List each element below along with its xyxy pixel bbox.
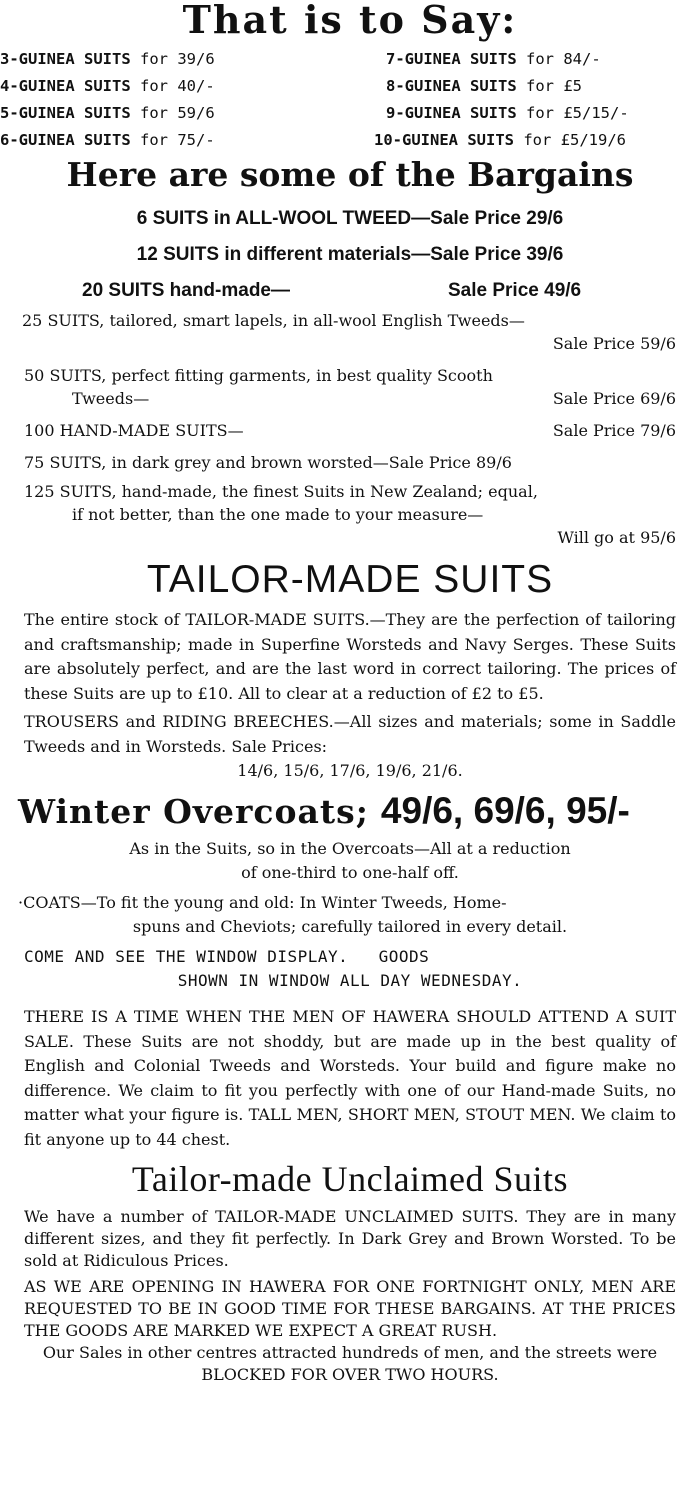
guinea-row-3: [0, 50, 215, 68]
guinea-name: 9-GUINEA SUITS: [386, 104, 517, 122]
guinea-price-table: [0, 40, 700, 152]
featured-bargain-1: 6 SUITS in ALL-WOOL TWEED—Sale Price 29/6: [136, 208, 564, 229]
suit-sale-paragraph: THERE IS A TIME WHEN THE MEN OF HAWERA SHOULD ATTEND A SUIT SALE. These Suits are not shoddy, but are made up in the best quality of English and Colonial Tweeds and Worsteds. Your build and figure make no difference. We claim to fit you perfectly with one of our Hand-made Suits, no matter what your figure is. TALL MEN, SHORT MEN, STOUT MEN. We claim to fit anyone up to 44 chest.: [24, 1007, 676, 1149]
guinea-name: 6-GUINEA SUITS: [0, 131, 131, 149]
bargain-100-suits: 100 HAND-MADE SUITS—: [24, 421, 244, 440]
winter-overcoats-prices: 49/6, 69/6, 95/-: [380, 790, 630, 831]
winter-overcoats-title: Winter Overcoats;: [18, 792, 369, 831]
window-display-line-1: COME AND SEE THE WINDOW DISPLAY. GOODS: [24, 947, 430, 966]
guinea-row-4: [0, 77, 215, 95]
guinea-price: for £5/15/-: [526, 104, 629, 122]
featured-bargain-3-item: 20 SUITS hand-made—: [82, 280, 290, 301]
guinea-row-6: [0, 131, 215, 149]
guinea-price: for 39/6: [140, 50, 215, 68]
featured-bargain-3-price: Sale Price 49/6: [448, 280, 582, 301]
guinea-name: 10-GUINEA SUITS: [374, 131, 514, 149]
coats-line-2: spuns and Cheviots; carefully tailored in every detail.: [132, 917, 568, 936]
heading-that-is-to-say: That is to Say:: [182, 0, 518, 42]
bargain-125-line2: if not better, than the one made to your measure—: [72, 505, 484, 524]
bargain-25-price: Sale Price 59/6: [552, 334, 676, 353]
unclaimed-paragraph: We have a number of TAILOR-MADE UNCLAIMED SUITS. They are in many different sizes, and they fit perfectly. In Dark Grey and Brown Worsted. To be sold at Ridiculous Prices.: [24, 1207, 676, 1270]
guinea-name: 8-GUINEA SUITS: [386, 77, 517, 95]
guinea-row-10: [374, 131, 626, 149]
trousers-paragraph: TROUSERS and RIDING BREECHES.—All sizes and materials; some in Saddle Tweeds and in Worsteds. Sale Prices:: [24, 712, 676, 756]
tailor-made-paragraph: The entire stock of TAILOR-MADE SUITS.—They are the perfection of tailoring and craftsmanship; made in Superfine Worsteds and Navy Serges. These Suits are absolutely perfect, and are the last word in correct tailoring. The prices of these Suits are up to £10. All to clear at a reduction of £2 to £5.: [24, 610, 676, 703]
guinea-row-5: [0, 104, 215, 122]
overcoats-line-2: of one-third to one-half off.: [241, 863, 459, 882]
guinea-name: 4-GUINEA SUITS: [0, 77, 131, 95]
heading-bargains: Here are some of the Bargains: [66, 155, 634, 194]
bargain-50-suits: 50 SUITS, perfect fitting garments, in best quality Scooth: [24, 366, 493, 385]
bargain-125-price-row: [0, 526, 700, 552]
guinea-row-7: [386, 50, 601, 68]
bargain-50-row2: [0, 387, 700, 411]
bargain-100-price: Sale Price 79/6: [552, 421, 676, 440]
guinea-price: for 40/-: [140, 77, 215, 95]
featured-bargain-2: 12 SUITS in different materials—Sale Price 39/6: [136, 244, 564, 265]
coats-line-1: ·COATS—To fit the young and old: In Winter Tweeds, Home-: [18, 893, 507, 912]
window-display-line-2: SHOWN IN WINDOW ALL DAY WEDNESDAY.: [177, 971, 523, 990]
guinea-row-8: [386, 77, 582, 95]
bargain-25-suits: 25 SUITS, tailored, smart lapels, in all-wool English Tweeds—: [22, 311, 525, 330]
crowds-paragraph: Our Sales in other centres attracted hundreds of men, and the streets were BLOCKED FOR OVER TWO HOURS.: [42, 1343, 658, 1384]
guinea-price: for 59/6: [140, 104, 215, 122]
bargain-125-suits: 125 SUITS, hand-made, the finest Suits in New Zealand; equal,: [24, 482, 538, 501]
heading-tailor-made-suits: TAILOR-MADE SUITS: [146, 558, 554, 601]
bargain-100-row: [0, 419, 700, 443]
bargain-50-tweeds: Tweeds—: [72, 389, 150, 408]
guinea-name: 7-GUINEA SUITS: [386, 50, 517, 68]
guinea-price: for £5/19/6: [523, 131, 626, 149]
guinea-price: for £5: [526, 77, 582, 95]
guinea-name: 3-GUINEA SUITS: [0, 50, 131, 68]
featured-bargain-3: [0, 273, 700, 309]
overcoats-line-1: As in the Suits, so in the Overcoats—All at a reduction: [129, 839, 571, 858]
bargain-50-price: Sale Price 69/6: [552, 389, 676, 408]
heading-winter-overcoats: [0, 791, 700, 837]
guinea-price: for 75/-: [140, 131, 215, 149]
guinea-row-9: [386, 104, 629, 122]
guinea-price: for 84/-: [526, 50, 601, 68]
bargain-25-price-row: [0, 332, 700, 358]
opening-paragraph: AS WE ARE OPENING IN HAWERA FOR ONE FORTNIGHT ONLY, MEN ARE REQUESTED TO BE IN GOOD TIME FOR THESE BARGAINS. AT THE PRICES THE GOODS ARE MARKED WE EXPECT A GREAT RUSH.: [24, 1277, 676, 1340]
heading-unclaimed-suits: Tailor-made Unclaimed Suits: [131, 1159, 569, 1199]
bargain-list: [0, 309, 700, 552]
bargain-75-suits: 75 SUITS, in dark grey and brown worsted—Sale Price 89/6: [24, 453, 512, 472]
bargain-125-price: Will go at 95/6: [557, 528, 676, 547]
trousers-prices: 14/6, 15/6, 17/6, 19/6, 21/6.: [237, 761, 463, 780]
guinea-name: 5-GUINEA SUITS: [0, 104, 131, 122]
